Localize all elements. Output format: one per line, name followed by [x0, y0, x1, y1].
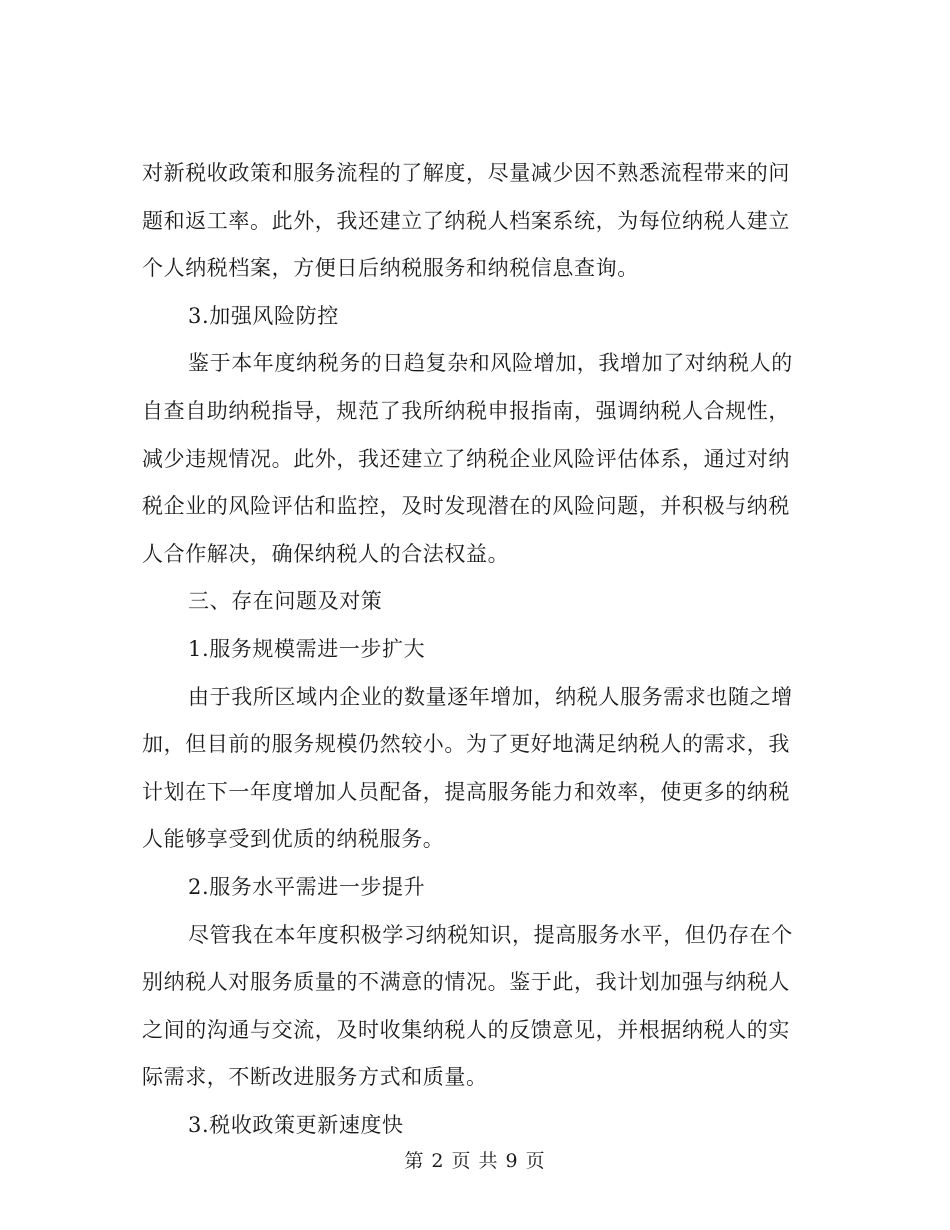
page-number-footer: 第 2 页 共 9 页 [404, 1150, 546, 1172]
text-line: 人合作解决，确保纳税人的合法权益。 [142, 541, 510, 566]
text-line: 之间的沟通与交流，及时收集纳税人的反馈意见，并根据纳税人的实 [142, 1017, 790, 1042]
text-line: 由于我所区域内企业的数量逐年增加，纳税人服务需求也随之增 [188, 684, 793, 709]
text-line: 鉴于本年度纳税务的日趋复杂和风险增加，我增加了对纳税人的 [188, 351, 793, 376]
text-line: 对新税收政策和服务流程的了解度，尽量减少因不熟悉流程带来的问 [142, 161, 790, 185]
section-heading: 2.服务水平需进一步提升 [188, 874, 426, 899]
text-line: 减少违规情况。此外，我还建立了纳税企业风险评估体系，通过对纳 [142, 446, 790, 471]
section-heading: 3.加强风险防控 [188, 303, 339, 328]
section-heading: 3.税收政策更新速度快 [188, 1112, 404, 1137]
text-line: 题和返工率。此外，我还建立了纳税人档案系统，为每位纳税人建立 [142, 208, 790, 233]
text-line: 际需求，不断改进服务方式和质量。 [142, 1065, 488, 1090]
text-line: 别纳税人对服务质量的不满意的情况。鉴于此，我计划加强与纳税人 [142, 970, 790, 995]
text-line: 税企业的风险评估和监控，及时发现潜在的风险问题，并积极与纳税 [142, 494, 790, 519]
text-line: 计划在下一年度增加人员配备，提高服务能力和效率，使更多的纳税 [142, 779, 790, 804]
document-body [142, 150, 808, 1149]
section-heading: 三、存在问题及对策 [188, 589, 383, 614]
text-line: 加，但目前的服务规模仍然较小。为了更好地满足纳税人的需求，我 [142, 732, 790, 757]
text-line: 尽管我在本年度积极学习纳税知识，提高服务水平，但仍存在个 [188, 922, 793, 947]
section-heading: 1.服务规模需进一步扩大 [188, 636, 426, 661]
text-line: 自查自助纳税指导，规范了我所纳税申报指南，强调纳税人合规性， [142, 398, 790, 423]
text-line: 个人纳税档案，方便日后纳税服务和纳税信息查询。 [142, 256, 639, 281]
text-line: 人能够享受到优质的纳税服务。 [142, 827, 445, 852]
